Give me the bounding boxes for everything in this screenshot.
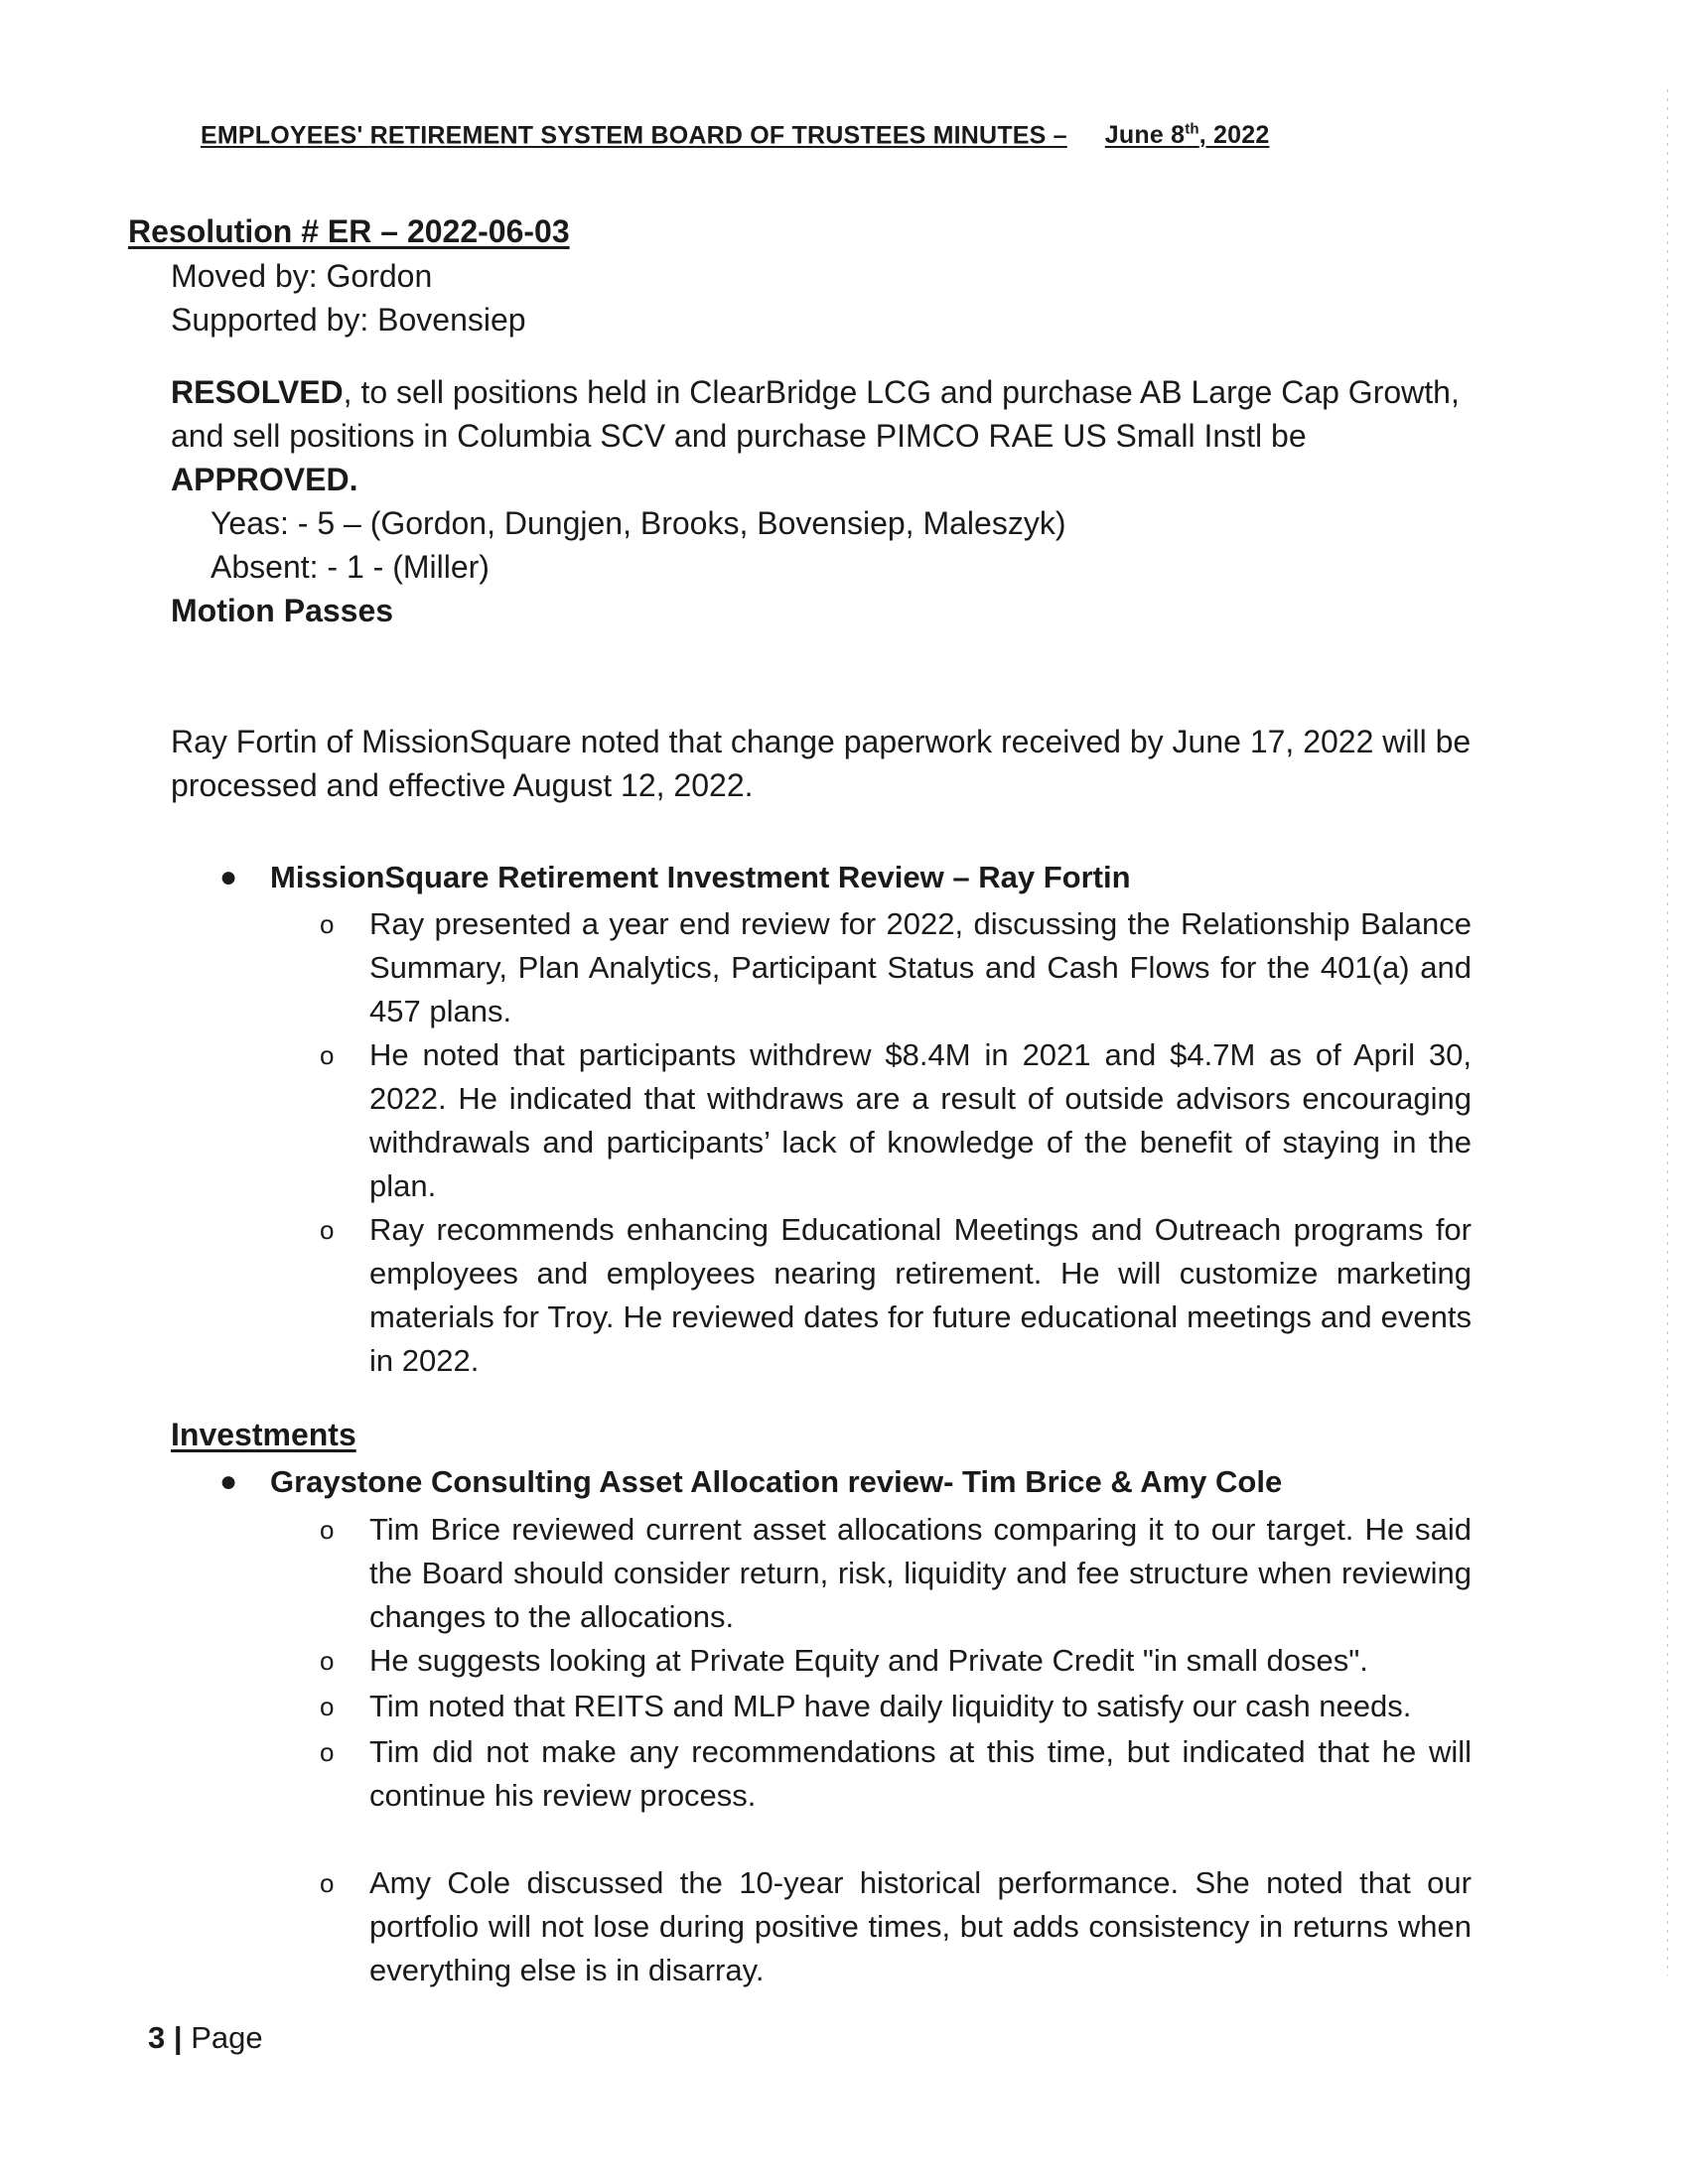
header-title: EMPLOYEES' RETIREMENT SYSTEM BOARD OF TRUSTEES MINUTES –: [201, 121, 1067, 150]
sub-bullet-icon: o: [320, 1515, 335, 1545]
sub-bullet-icon: o: [320, 1868, 335, 1898]
resolved-paragraph: [171, 370, 1481, 501]
sub-bullet-icon: o: [320, 1646, 335, 1676]
approved-label: APPROVED.: [171, 462, 358, 497]
supported-by: Supported by: Bovensiep: [171, 302, 526, 338]
absent-line: Absent: - 1 - (Miller): [211, 549, 490, 585]
bullet-icon: ●: [219, 1465, 238, 1498]
page-footer: [148, 2020, 263, 2056]
page-number: 3: [148, 2020, 166, 2055]
yeas-line: Yeas: - 5 – (Gordon, Dungjen, Brooks, Bovensiep, Maleszyk): [211, 505, 1066, 541]
sub-bullet-icon: o: [320, 1692, 335, 1721]
list-item-text: Ray presented a year end review for 2022, discussing the Relationship Balance Summary, Plan Analytics, Participant Status and Cash Flows for the 401(a) and 457 plans.: [369, 906, 1472, 1028]
missionsquare-heading: MissionSquare Retirement Investment Review – Ray Fortin: [270, 860, 1131, 894]
resolution-title: Resolution # ER – 2022-06-03: [128, 213, 570, 249]
list-item-text: Amy Cole discussed the 10-year historical performance. She noted that our portfolio will not lose during positive times, but adds consistency in returns when everything else is in disarray.: [369, 1865, 1472, 1987]
sub-bullet-icon: o: [320, 1040, 335, 1070]
list-item-text: Tim Brice reviewed current asset allocations comparing it to our target. He said the Board should consider return, risk, liquidity and fee structure when reviewing changes to the allocations.: [369, 1512, 1472, 1634]
resolved-text: , to sell positions held in ClearBridge LCG and purchase AB Large Cap Growth, and sell positions in Columbia SCV and purchase PIMCO RAE US Small Instl be: [171, 374, 1460, 454]
investments-title: Investments: [171, 1417, 356, 1452]
page-header: [201, 121, 1269, 150]
page-separator: |: [173, 2020, 183, 2055]
resolved-label: RESOLVED: [171, 374, 344, 410]
list-item-text: Tim noted that REITS and MLP have daily liquidity to satisfy our cash needs.: [369, 1689, 1412, 1723]
list-item-text: Tim did not make any recommendations at this time, but indicated that he will continue his review process.: [369, 1734, 1472, 1813]
bullet-icon: ●: [219, 861, 238, 893]
list-item-text: Ray recommends enhancing Educational Meetings and Outreach programs for employees and employees nearing retirement. He will customize marketing materials for Troy. He reviewed dates for future educational meetings and events in 2022.: [369, 1212, 1472, 1378]
moved-by: Moved by: Gordon: [171, 258, 433, 294]
sub-bullet-icon: o: [320, 1215, 335, 1245]
sub-bullet-icon: o: [320, 909, 335, 939]
fortin-note: Ray Fortin of MissionSquare noted that change paperwork received by June 17, 2022 will be processed and effective August 12, 2022.: [171, 724, 1472, 803]
list-item-text: He suggests looking at Private Equity and Private Credit "in small doses".: [369, 1643, 1368, 1678]
motion-passes: Motion Passes: [171, 593, 394, 628]
page-label: Page: [191, 2020, 263, 2055]
list-item-text: He noted that participants withdrew $8.4M in 2021 and $4.7M as of April 30, 2022. He indicated that withdraws are a result of outside advisors encouraging withdrawals and participants’ lack of knowledge of the benefit of staying in the plan.: [369, 1037, 1472, 1203]
header-date: June 8th, 2022: [1104, 121, 1270, 150]
scan-edge-line: [1667, 89, 1668, 1976]
sub-bullet-icon: o: [320, 1737, 335, 1767]
graystone-heading: Graystone Consulting Asset Allocation review- Tim Brice & Amy Cole: [270, 1464, 1283, 1499]
